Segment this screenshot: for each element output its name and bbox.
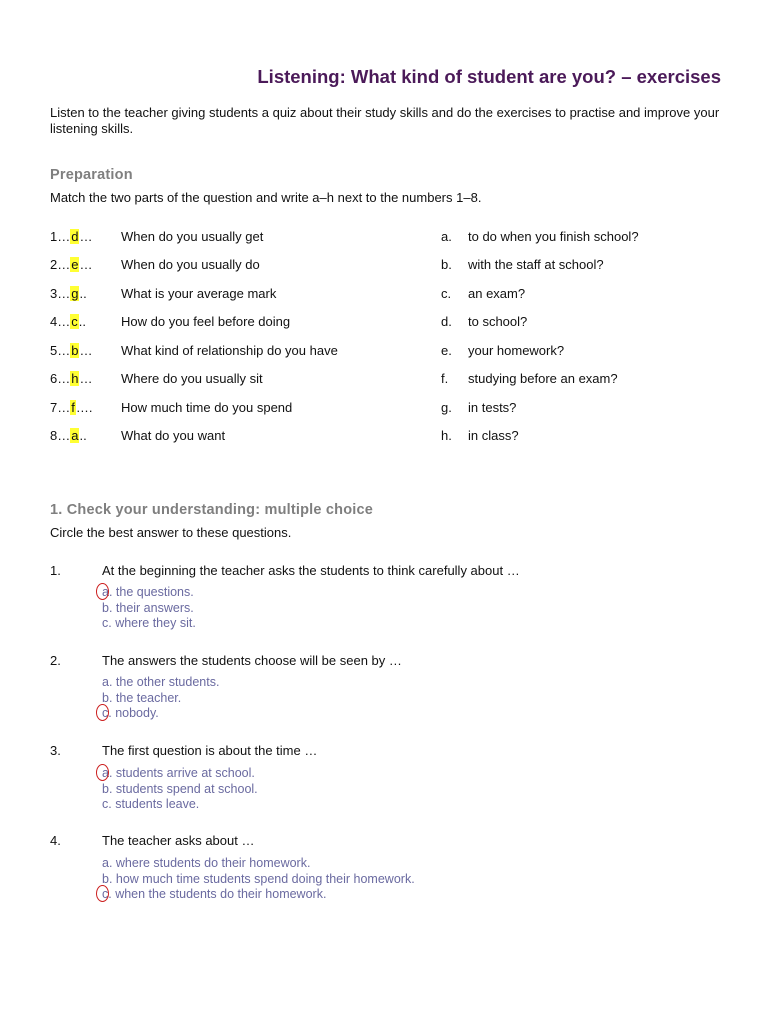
matching-row (0, 400, 768, 418)
question-text: The first question is about the time … (102, 743, 318, 758)
option-c[interactable]: c. where they sit. (102, 616, 196, 630)
question-ending: in class? (468, 428, 519, 443)
option-c[interactable]: c. when the students do their homework. (102, 887, 415, 903)
option-b[interactable]: b. the teacher. (102, 690, 182, 705)
answer-highlight: c (71, 314, 78, 329)
question-start: What do you want (121, 428, 226, 443)
option-a[interactable]: a. the other students. (102, 675, 220, 689)
question-ending: in tests? (468, 400, 517, 415)
answer-highlight: b (71, 343, 79, 358)
answer-highlight: g (71, 286, 79, 301)
answer-circle-mark (96, 764, 109, 781)
item-number: 6…h… (50, 371, 93, 386)
item-number: 2…e… (50, 257, 93, 272)
preparation-heading: Preparation (50, 167, 133, 183)
page-title: Listening: What kind of student are you? – exercises (257, 66, 721, 87)
question-start: Where do you usually sit (121, 371, 263, 386)
option-c[interactable]: c. nobody. (102, 706, 219, 722)
ending-letter: g. (441, 400, 452, 415)
answer-highlight: a (71, 428, 79, 443)
question-start: How do you feel before doing (121, 314, 291, 329)
answer-circle-mark (96, 704, 109, 721)
option-b[interactable]: b. how much time students spend doing their homework. (102, 871, 415, 886)
answer-circle-mark (96, 885, 109, 902)
option-b[interactable]: b. students spend at school. (102, 781, 258, 796)
question-ending: to school? (468, 314, 528, 329)
ending-letter: h. (441, 428, 452, 443)
answer-options (102, 766, 258, 813)
matching-row (0, 343, 768, 361)
matching-row (0, 257, 768, 275)
matching-row (0, 428, 768, 446)
section1-instruction: Circle the best answer to these questions. (50, 525, 292, 540)
ending-letter: f. (441, 371, 449, 386)
answer-options (102, 856, 415, 903)
question-text: The answers the students choose will be seen by … (102, 653, 402, 668)
question-start: When do you usually do (121, 257, 260, 272)
intro-text: Listen to the teacher giving students a quiz about their study skills and do the exercises to practise and improve your listening skills. (50, 105, 720, 136)
question-ending: with the staff at school? (468, 257, 604, 272)
preparation-instruction: Match the two parts of the question and write a–h next to the numbers 1–8. (50, 190, 482, 205)
answer-highlight: h (71, 371, 79, 386)
ending-letter: a. (441, 229, 452, 244)
option-a[interactable]: a. the questions. (102, 585, 196, 601)
answer-highlight: f (71, 400, 75, 415)
question-text: At the beginning the teacher asks the students to think carefully about … (102, 563, 520, 578)
question-start: How much time do you spend (121, 400, 293, 415)
option-b[interactable]: b. their answers. (102, 600, 194, 615)
ending-letter: e. (441, 343, 452, 358)
matching-row (0, 229, 768, 247)
question-number: 1. (50, 563, 61, 578)
answer-circle-mark (96, 583, 109, 600)
matching-row (0, 314, 768, 332)
option-a[interactable]: a. where students do their homework. (102, 856, 311, 870)
answer-highlight: e (71, 257, 79, 272)
ending-letter: b. (441, 257, 452, 272)
item-number: 7…f…. (50, 400, 93, 415)
matching-row (0, 286, 768, 304)
answer-options (102, 675, 219, 722)
answer-options (102, 585, 196, 632)
answer-highlight: d (71, 229, 79, 244)
question-start: When do you usually get (121, 229, 264, 244)
question-start: What is your average mark (121, 286, 277, 301)
question-start: What kind of relationship do you have (121, 343, 338, 358)
item-number: 3…g.. (50, 286, 87, 301)
item-number: 5…b… (50, 343, 93, 358)
question-text: The teacher asks about … (102, 833, 255, 848)
ending-letter: d. (441, 314, 452, 329)
option-a[interactable]: a. students arrive at school. (102, 766, 258, 782)
question-ending: your homework? (468, 343, 565, 358)
item-number: 1…d… (50, 229, 93, 244)
question-number: 4. (50, 833, 61, 848)
question-ending: an exam? (468, 286, 526, 301)
item-number: 8…a.. (50, 428, 87, 443)
question-ending: studying before an exam? (468, 371, 618, 386)
ending-letter: c. (441, 286, 452, 301)
section1-heading: 1. Check your understanding: multiple choice (50, 502, 374, 518)
option-c[interactable]: c. students leave. (102, 797, 200, 811)
item-number: 4…c.. (50, 314, 86, 329)
question-ending: to do when you finish school? (468, 229, 639, 244)
question-number: 2. (50, 653, 61, 668)
question-number: 3. (50, 743, 61, 758)
matching-row (0, 371, 768, 389)
